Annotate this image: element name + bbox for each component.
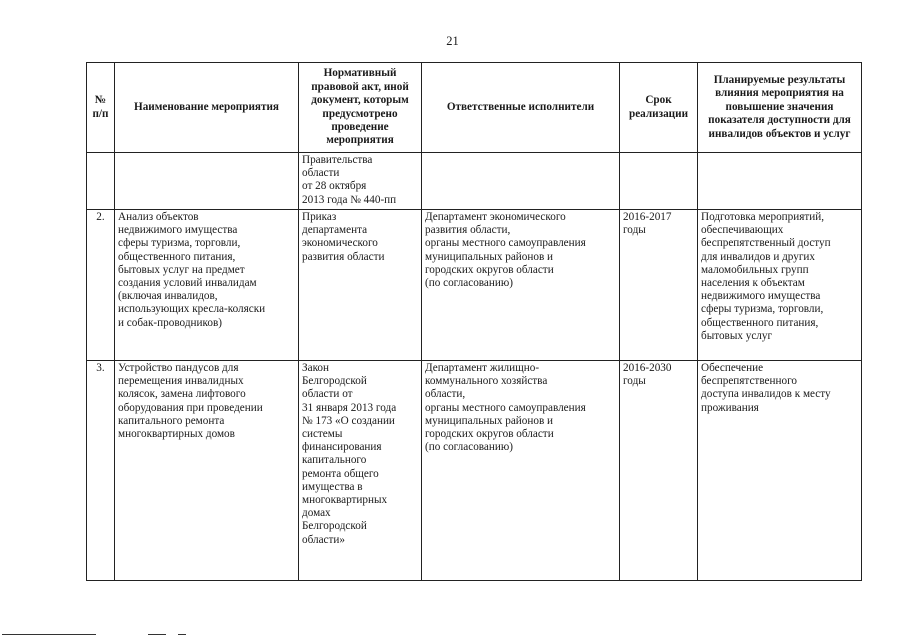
term-cell — [620, 153, 698, 210]
executors-cell — [422, 153, 620, 210]
header-planned-results: Планируемые результаты влияния мероприятия на повышение значения показателя доступности для инвалидов объектов и услуг — [698, 63, 862, 153]
term-cell: 2016-2030 годы — [620, 361, 698, 581]
table-row — [87, 153, 862, 210]
table-row — [87, 210, 862, 361]
table-header-row — [87, 63, 862, 153]
row-number-cell: 3. — [87, 361, 115, 581]
results-cell: Обеспечение беспрепятственного доступа инвалидов к месту проживания — [698, 361, 862, 581]
measure-name-cell — [115, 153, 299, 210]
row-number-cell — [87, 153, 115, 210]
legal-act-cell: Правительства области от 28 октября 2013 года № 440-пп — [299, 153, 422, 210]
measure-name-cell: Анализ объектов недвижимого имущества сферы туризма, торговли, общественного питания, бытовых услуг на предмет создания условий инвалидам (включая инвалидов, использующих кресла-коляски и собак-проводников) — [115, 210, 299, 361]
results-cell — [698, 153, 862, 210]
measures-table — [86, 62, 862, 581]
header-responsible-executors: Ответственные исполнители — [422, 63, 620, 153]
measure-name-cell: Устройство пандусов для перемещения инвалидных колясок, замена лифтового оборудования при проведении капитального ремонта многоквартирных домов — [115, 361, 299, 581]
legal-act-cell: Приказ департамента экономического развития области — [299, 210, 422, 361]
header-number: № п/п — [87, 63, 115, 153]
footer-rule — [178, 634, 186, 635]
header-legal-act: Нормативный правовой акт, иной документ, которым предусмотрено проведение мероприятия — [299, 63, 422, 153]
results-cell: Подготовка мероприятий, обеспечивающих беспрепятственный доступ для инвалидов и других маломобильных групп населения к объектам недвижимого имущества сферы туризма, торговли, общественного питания, бытовых услуг — [698, 210, 862, 361]
footer-rule — [148, 634, 166, 635]
executors-cell: Департамент экономического развития области, органы местного самоуправления муниципальных районов и городских округов области (по согласованию) — [422, 210, 620, 361]
footer-rule — [2, 634, 96, 635]
table-row — [87, 361, 862, 581]
executors-cell: Департамент жилищно- коммунального хозяйства области, органы местного самоуправления муниципальных районов и городских округов области (по согласованию) — [422, 361, 620, 581]
page-number: 21 — [446, 34, 459, 48]
term-cell: 2016-2017 годы — [620, 210, 698, 361]
row-number-cell: 2. — [87, 210, 115, 361]
header-measure-name: Наименование мероприятия — [115, 63, 299, 153]
legal-act-cell: Закон Белгородской области от 31 января 2013 года № 173 «О создании системы финансирования капитального ремонта общего имущества в многоквартирных домах Белгородской области» — [299, 361, 422, 581]
header-term: Срок реализации — [620, 63, 698, 153]
